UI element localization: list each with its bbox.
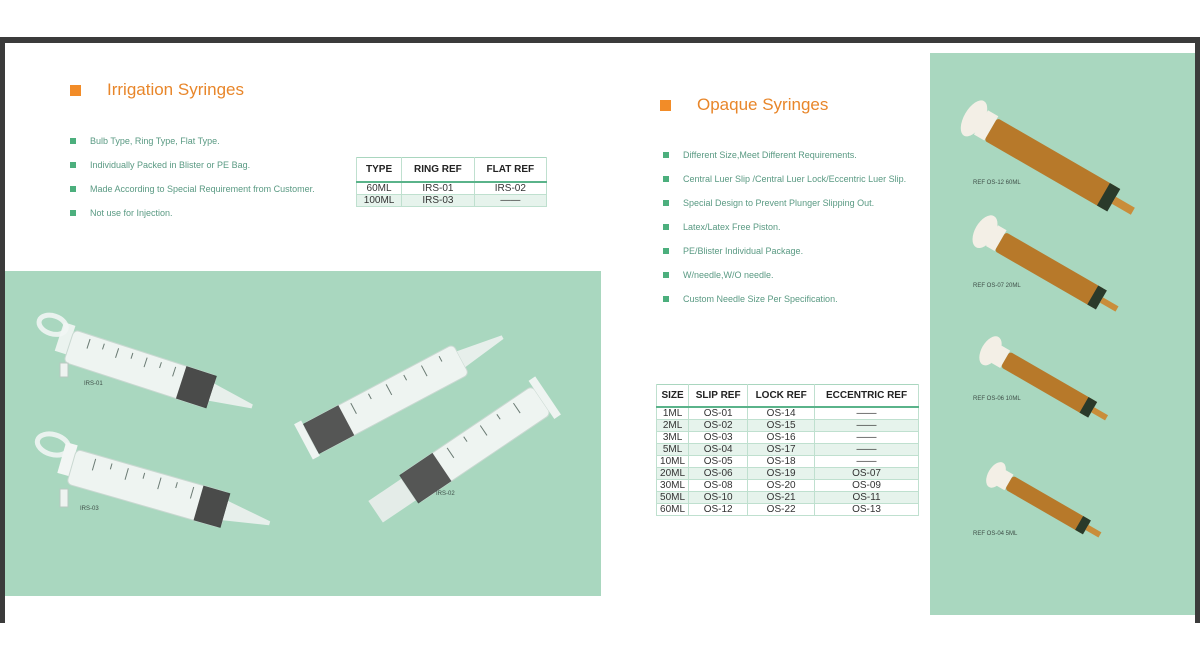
image-label-irs03: IRS-03 [80,506,99,512]
list-item [663,239,906,263]
opaque-title-text: Opaque Syringes [697,95,829,114]
green-bullet-icon [70,210,76,216]
table-cell: OS-09 [815,479,919,491]
list-item [663,263,906,287]
bullet-text: Custom Needle Size Per Specification. [683,294,838,304]
table-cell: IRS-01 [402,182,475,195]
table-cell: 10ML [657,455,689,467]
table-cell: OS-18 [748,455,815,467]
table-cell: —— [815,431,919,443]
table-row [657,455,919,467]
table-header: LOCK REF [748,385,815,407]
image-label-os12: REF OS-12 60ML [973,180,1021,186]
green-bullet-icon [70,138,76,144]
green-bullet-icon [663,224,669,230]
green-bullet-icon [663,296,669,302]
top-margin [0,0,1200,37]
opaque-image-panel [930,53,1195,615]
green-bullet-icon [663,248,669,254]
table-cell: 60ML [657,503,689,515]
table-cell: 30ML [657,479,689,491]
table-header: RING REF [402,158,475,182]
bullet-text: Latex/Latex Free Piston. [683,222,781,232]
table-header: SLIP REF [689,385,748,407]
table-cell: 5ML [657,443,689,455]
irrigation-title [70,80,244,100]
table-cell: OS-12 [689,503,748,515]
green-bullet-icon [70,162,76,168]
list-item [70,177,315,201]
image-label-irs02: IRS-02 [436,491,455,497]
bullet-text: Made According to Special Requirement from Customer. [90,184,315,194]
bullet-text: Special Design to Prevent Plunger Slipping Out. [683,198,875,208]
table-cell: OS-21 [748,491,815,503]
table-cell: —— [815,455,919,467]
bullet-text: Central Luer Slip /Central Luer Lock/Eccentric Luer Slip. [683,174,907,184]
bullet-text: PE/Blister Individual Package. [683,246,804,256]
orange-square-icon [70,85,81,96]
table-cell: OS-17 [748,443,815,455]
image-label-os07: REF OS-07 20ML [973,283,1021,289]
irrigation-syringes-illustration [5,271,601,596]
table-cell: 100ML [357,194,402,206]
opaque-table [656,384,919,516]
table-cell: —— [815,419,919,431]
table-cell: OS-04 [689,443,748,455]
table-cell: 20ML [657,467,689,479]
bullet-text: W/needle,W/O needle. [683,270,774,280]
irrigation-title-text: Irrigation Syringes [107,80,245,99]
green-bullet-icon [663,176,669,182]
table-row [357,182,547,195]
list-item [663,143,906,167]
irrigation-image-panel [5,271,601,596]
list-item [70,201,315,225]
table-row [657,431,919,443]
table-row [657,491,919,503]
green-bullet-icon [663,200,669,206]
table-cell: —— [815,443,919,455]
table-cell: OS-20 [748,479,815,491]
irrigation-bullets [70,129,315,225]
list-item [663,287,906,311]
table-row [657,443,919,455]
syringe-os07-icon [967,211,1126,324]
table-header: ECCENTRIC REF [815,385,919,407]
list-item [70,129,315,153]
table-cell: OS-11 [815,491,919,503]
table-row [657,407,919,420]
bottom-margin [0,623,1200,659]
table-cell: OS-02 [689,419,748,431]
table-cell: OS-10 [689,491,748,503]
table-cell: IRS-03 [402,194,475,206]
table-cell: OS-07 [815,467,919,479]
table-cell: 50ML [657,491,689,503]
list-item [663,215,906,239]
table-cell: OS-05 [689,455,748,467]
table-cell: OS-19 [748,467,815,479]
table-cell: IRS-02 [474,182,546,195]
table-cell: OS-08 [689,479,748,491]
image-label-os06: REF OS-06 10ML [973,396,1021,402]
opaque-bullets [663,143,906,311]
list-item [70,153,315,177]
syringe-os12-icon [955,96,1143,228]
table-cell: OS-06 [689,467,748,479]
table-row [357,194,547,206]
green-bullet-icon [663,272,669,278]
bullet-text: Different Size,Meet Different Requirements. [683,150,857,160]
table-cell: OS-13 [815,503,919,515]
orange-square-icon [660,100,671,111]
syringe-irs03-icon [28,431,277,541]
table-cell: OS-14 [748,407,815,420]
bullet-text: Individually Packed in Blister or PE Bag. [90,160,251,170]
table-row [657,419,919,431]
image-label-os04: REF OS-04 5ML [973,531,1018,537]
opaque-title [660,95,828,115]
list-item [663,167,906,191]
table-cell: 2ML [657,419,689,431]
list-item [663,191,906,215]
table-row [657,479,919,491]
opaque-syringes-illustration [930,53,1195,615]
bullet-text: Not use for Injection. [90,208,173,218]
table-cell: OS-01 [689,407,748,420]
table-cell: OS-03 [689,431,748,443]
table-cell: OS-16 [748,431,815,443]
table-cell: —— [815,407,919,420]
table-row [657,467,919,479]
green-bullet-icon [663,152,669,158]
table-cell: 60ML [357,182,402,195]
syringe-os06-icon [975,332,1115,431]
bullet-text: Bulb Type, Ring Type, Flat Type. [90,136,220,146]
irrigation-table [356,157,547,207]
table-header: FLAT REF [474,158,546,182]
table-cell: —— [474,194,546,206]
table-cell: 3ML [657,431,689,443]
table-header: SIZE [657,385,689,407]
green-bullet-icon [70,186,76,192]
table-row [657,503,919,515]
table-cell: OS-22 [748,503,815,515]
image-label-irs01: IRS-01 [84,381,103,387]
table-cell: 1ML [657,407,689,420]
table-cell: OS-15 [748,419,815,431]
table-header: TYPE [357,158,402,182]
